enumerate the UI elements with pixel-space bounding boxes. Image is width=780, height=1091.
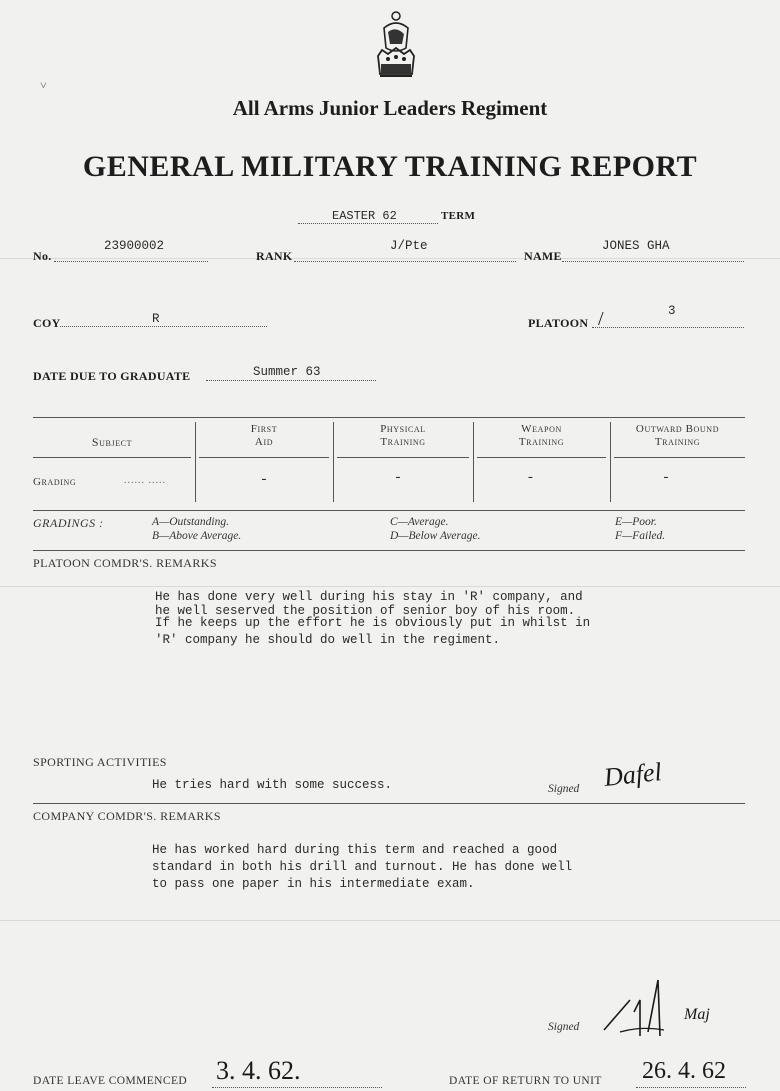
platoon-value: 3 [668,304,676,318]
report-title: GENERAL MILITARY TRAINING REPORT [82,150,698,183]
no-value: 23900002 [104,239,165,253]
grading-label: Grading [33,476,77,488]
rank-value: J/Pte [390,239,428,253]
grade-weapon-training: - [526,470,535,486]
company-signed-label: Signed [548,1021,580,1033]
platoon-label: PLATOON [528,316,589,330]
sporting-text: He tries hard with some success. [152,778,393,792]
company-commander-signature: Maj [684,1006,710,1023]
grading-e: E—Poor. [615,516,657,528]
grading-f: F—Failed. [615,530,666,542]
name-value: JONES GHA [602,239,670,253]
grading-dots: ...... ..... [124,475,166,486]
col-outward-bound-training: Outward Bound Training [635,423,720,448]
platoon-remarks-label: PLATOON COMDR'S. REMARKS [33,556,217,570]
company-remark-line-1: He has worked hard during this term and reached a good [152,843,558,857]
graduate-value: Summer 63 [253,365,321,379]
return-label: DATE OF RETURN TO UNIT [449,1075,602,1087]
regiment-name: All Arms Junior Leaders Regiment [232,96,548,120]
grading-b: B—Above Average. [152,530,242,542]
platoon-remark-line-2: he well seserved the position of senior boy of his room. [155,604,576,618]
grade-physical-training: - [393,470,403,486]
grade-outward-bound: - [661,470,671,486]
royal-crest-icon [368,6,424,84]
coy-value: R [152,312,160,326]
leave-date: 3. 4. 62. [216,1056,301,1085]
company-remarks-label: COMPANY COMDR'S. REMARKS [33,809,221,823]
no-label: No. [33,249,52,263]
subject-header: Subject [91,435,133,449]
company-remark-line-3: to pass one paper in his intermediate exam. [152,877,475,891]
col-physical-training: Physical Training [380,423,426,448]
platoon-remark-line-3: If he keeps up the effort he is obviously put in whilst in [155,616,591,630]
term-value: EASTER 62 [332,209,397,223]
col-first-aid: First Aid [250,423,278,448]
gradings-key-label: GRADINGS : [33,516,104,530]
platoon-slash: / [598,308,604,330]
grade-first-aid: - [259,472,269,488]
rank-label: RANK [256,249,293,263]
graduate-label: DATE DUE TO GRADUATE [33,369,191,383]
coy-label: COY [33,316,61,330]
platoon-commander-signature: Dafel [602,757,664,792]
grading-d: D—Below Average. [390,530,481,542]
sporting-signed-label: Signed [548,783,580,795]
stray-mark: ˅ [40,78,47,92]
grading-a: A—Outstanding. [152,516,229,528]
col-weapon-training: Weapon Training [518,423,565,448]
platoon-remark-line-4: 'R' company he should do well in the regiment. [155,633,501,647]
company-commander-signature-scrawl [600,950,690,1040]
name-label: NAME [524,249,562,263]
grading-c: C—Average. [390,516,449,528]
platoon-remark-line-1: He has done very well during his stay in 'R' company, and [155,590,583,604]
term-label: TERM [441,210,476,222]
return-date: 26. 4. 62 [642,1058,726,1084]
sporting-label: SPORTING ACTIVITIES [33,755,167,769]
leave-label: DATE LEAVE COMMENCED [33,1075,188,1087]
company-remark-line-2: standard in both his drill and turnout. He has done well [152,860,573,874]
